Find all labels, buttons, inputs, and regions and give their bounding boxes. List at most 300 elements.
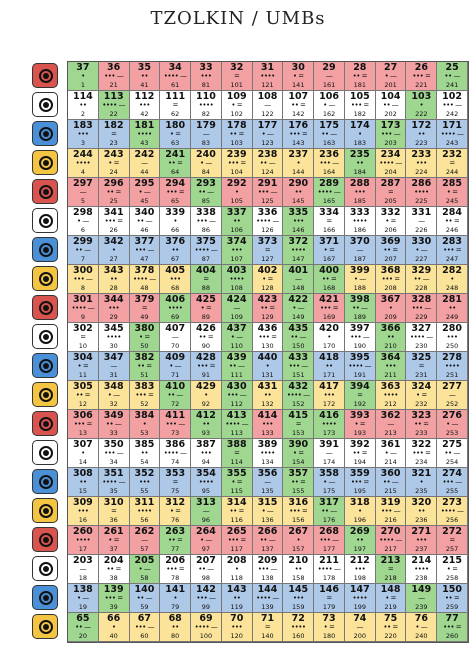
tzolkin-cell xyxy=(160,323,191,352)
oc-glyph-icon xyxy=(32,324,58,349)
umb-number: 302 xyxy=(72,323,93,334)
tone-dots: ••• xyxy=(354,565,366,573)
tone-dots: — xyxy=(325,72,333,80)
kin-number: 15 xyxy=(78,487,88,495)
tone-dots: — xyxy=(202,130,210,138)
tone-dots: • = xyxy=(200,304,212,312)
tzolkin-cell xyxy=(283,381,314,410)
tone-dots: • — xyxy=(261,130,274,138)
chicchan-glyph-icon xyxy=(32,179,58,204)
umb-number: 297 xyxy=(72,178,93,189)
umb-number: 281 xyxy=(442,294,463,305)
kin-number: 101 xyxy=(230,81,243,89)
umb-number: 212 xyxy=(349,555,370,566)
umb-number: 73 xyxy=(322,613,336,624)
tzolkin-cell xyxy=(314,410,345,439)
umb-number: 331 xyxy=(411,207,432,218)
kin-number: 154 xyxy=(292,458,305,466)
kin-number: 91 xyxy=(201,371,211,379)
umb-number: 403 xyxy=(226,265,247,276)
kin-number: 156 xyxy=(292,516,305,524)
tzolkin-cell xyxy=(191,236,222,265)
tzolkin-cell xyxy=(314,323,345,352)
kin-number: 73 xyxy=(171,429,180,437)
tzolkin-cell xyxy=(68,555,99,584)
tzolkin-cell xyxy=(191,613,222,642)
umb-number: 414 xyxy=(257,410,278,421)
tzolkin-cell xyxy=(222,91,253,120)
kin-number: 200 xyxy=(353,632,367,640)
kin-number: 40 xyxy=(109,632,118,640)
tzolkin-cell xyxy=(376,236,407,265)
tone-dots: ••• = xyxy=(443,623,462,631)
tzolkin-cell xyxy=(99,149,130,178)
tone-dots: • xyxy=(357,130,362,138)
tone-dots: •• — xyxy=(382,101,399,109)
tone-dots: •••• xyxy=(414,565,429,573)
kin-number: 202 xyxy=(384,110,397,118)
tzolkin-cell xyxy=(99,91,130,120)
umb-number: 428 xyxy=(196,352,216,363)
umb-number: 147 xyxy=(349,584,370,595)
umb-number: 107 xyxy=(288,91,309,102)
tone-dots: • xyxy=(142,420,147,428)
umb-number: 305 xyxy=(72,381,93,392)
tone-dots: •••• — xyxy=(348,362,372,370)
tone-dots: ••• — xyxy=(196,217,216,225)
kin-number: 221 xyxy=(415,81,428,89)
umb-number: 182 xyxy=(103,120,124,131)
tzolkin-cell xyxy=(314,497,345,526)
kin-number: 8 xyxy=(80,284,85,292)
tone-dots: •• = xyxy=(444,217,460,225)
umb-number: 402 xyxy=(257,265,278,276)
kin-number: 72 xyxy=(171,400,180,408)
umb-number: 282 xyxy=(442,265,463,276)
tone-dots: • — xyxy=(415,246,428,254)
tone-dots: • xyxy=(327,333,331,341)
tzolkin-cell xyxy=(406,265,437,294)
kin-number: 38 xyxy=(109,574,118,582)
kin-number: 122 xyxy=(261,110,274,118)
tzolkin-cell xyxy=(376,62,407,91)
tone-dots: •• — xyxy=(259,536,276,544)
umb-number: 275 xyxy=(442,439,463,450)
umb-number: 306 xyxy=(72,410,93,421)
kin-number: 127 xyxy=(261,255,274,263)
tone-dots: — xyxy=(295,275,302,283)
umb-number: 183 xyxy=(72,120,93,131)
tzolkin-cell xyxy=(68,613,99,642)
umb-number: 415 xyxy=(288,410,309,421)
kin-number: 254 xyxy=(445,458,459,466)
tone-dots: •• — xyxy=(228,362,245,370)
kin-number: 226 xyxy=(415,226,428,234)
umb-number: 260 xyxy=(72,526,93,537)
tzolkin-cell xyxy=(437,62,468,91)
umb-number: 387 xyxy=(196,439,216,450)
tzolkin-cell xyxy=(160,381,191,410)
tone-dots: = xyxy=(295,420,301,428)
kin-number: 257 xyxy=(445,545,459,553)
tzolkin-cell xyxy=(314,613,345,642)
kin-number: 256 xyxy=(445,516,459,524)
umb-number: 314 xyxy=(226,497,247,508)
umb-number: 394 xyxy=(349,381,370,392)
kin-number: 80 xyxy=(171,632,180,640)
kin-number: 42 xyxy=(140,110,149,118)
kin-number: 240 xyxy=(415,632,428,640)
tone-dots: • = xyxy=(139,333,150,341)
tone-dots: • = xyxy=(415,391,427,399)
tzolkin-cell xyxy=(68,91,99,120)
umb-number: 34 xyxy=(168,62,182,73)
tone-dots: — xyxy=(202,507,210,515)
kin-number: 235 xyxy=(415,487,428,495)
umb-number: 337 xyxy=(226,207,247,218)
tone-dots: ••• xyxy=(292,217,304,225)
tone-dots: • — xyxy=(107,391,120,399)
kin-number: 211 xyxy=(384,371,397,379)
tzolkin-cell xyxy=(345,62,376,91)
tone-dots: = xyxy=(387,565,394,573)
tzolkin-cell xyxy=(130,236,161,265)
umb-number: 440 xyxy=(257,352,278,363)
tone-dots: ••• = xyxy=(381,275,400,283)
umb-number: 347 xyxy=(103,352,124,363)
tone-dots: ••• — xyxy=(350,333,370,341)
tone-dots: ••• — xyxy=(257,188,278,196)
tzolkin-cell xyxy=(437,526,468,555)
tone-dots: •••• — xyxy=(194,246,218,254)
tzolkin-cell xyxy=(99,352,130,381)
kin-number: 166 xyxy=(322,226,336,234)
kin-number: 126 xyxy=(261,226,274,234)
tzolkin-cell xyxy=(222,236,253,265)
kin-number: 1 xyxy=(80,81,85,89)
tone-dots: • — xyxy=(292,304,305,312)
tzolkin-cell xyxy=(376,613,407,642)
kin-number: 35 xyxy=(109,487,118,495)
tzolkin-cell xyxy=(99,323,130,352)
umb-number: 149 xyxy=(411,584,432,595)
umb-number: 333 xyxy=(349,207,370,218)
umb-number: 286 xyxy=(411,178,432,189)
tzolkin-cell xyxy=(160,91,191,120)
kin-number: 185 xyxy=(353,197,367,205)
umb-number: 238 xyxy=(257,149,278,160)
umb-number: 371 xyxy=(319,236,339,247)
tzolkin-cell xyxy=(253,62,284,91)
tzolkin-cell xyxy=(314,207,345,236)
umb-number: 70 xyxy=(230,613,244,624)
tone-dots: • = xyxy=(169,130,181,138)
tzolkin-cell xyxy=(406,352,437,381)
umb-number: 355 xyxy=(226,468,247,479)
tzolkin-cell xyxy=(345,352,376,381)
tzolkin-cell xyxy=(283,207,314,236)
kin-number: 197 xyxy=(353,545,367,553)
kin-number: 82 xyxy=(201,110,211,118)
tone-dots: ••• xyxy=(231,623,243,631)
umb-number: 367 xyxy=(380,294,401,305)
kin-number: 216 xyxy=(384,516,397,524)
tzolkin-cell xyxy=(345,613,376,642)
tone-dots: •• — xyxy=(352,304,368,312)
umb-number: 26 xyxy=(414,62,428,73)
umb-number: 295 xyxy=(134,178,155,189)
kin-number: 199 xyxy=(353,603,367,611)
tzolkin-cell xyxy=(314,468,345,497)
kin-number: 90 xyxy=(201,342,211,350)
kin-number: 212 xyxy=(384,400,397,408)
tone-dots: • xyxy=(111,623,116,631)
kin-number: 215 xyxy=(384,487,397,495)
umb-number: 399 xyxy=(349,265,370,276)
tone-dots: •••• — xyxy=(379,159,402,167)
umb-number: 265 xyxy=(226,526,247,537)
tzolkin-cell xyxy=(437,236,468,265)
kin-number: 129 xyxy=(261,313,274,321)
tzolkin-cell xyxy=(376,584,407,613)
kin-number: 230 xyxy=(415,342,428,350)
tone-dots: — xyxy=(264,478,271,486)
umb-number: 420 xyxy=(319,323,339,334)
umb-number: 28 xyxy=(353,62,367,73)
tzolkin-cell xyxy=(437,323,468,352)
tzolkin-cell xyxy=(191,410,222,439)
tzolkin-cell xyxy=(160,613,191,642)
tzolkin-cell xyxy=(406,439,437,468)
tzolkin-cell xyxy=(160,584,191,613)
tzolkin-cell xyxy=(314,352,345,381)
tone-dots: • — xyxy=(384,72,397,80)
umb-number: 140 xyxy=(134,584,155,595)
tone-dots: — xyxy=(448,391,456,399)
tone-dots: ••• — xyxy=(442,478,462,486)
tone-dots: • — xyxy=(76,594,89,602)
tone-dots: — xyxy=(141,159,148,167)
umb-number: 145 xyxy=(288,584,309,595)
umb-number: 268 xyxy=(319,526,339,537)
tzolkin-cell xyxy=(68,178,99,207)
kin-number: 34 xyxy=(109,458,118,466)
tzolkin-cell xyxy=(130,381,161,410)
tzolkin-cell xyxy=(222,613,253,642)
umb-number: 236 xyxy=(319,149,339,160)
tzolkin-cell xyxy=(160,265,191,294)
tzolkin-cell xyxy=(253,439,284,468)
kin-number: 115 xyxy=(230,487,243,495)
tzolkin-cell xyxy=(222,555,253,584)
umb-number: 307 xyxy=(72,439,93,450)
tzolkin-grid xyxy=(67,61,469,643)
tone-dots: •••• xyxy=(260,449,275,457)
umb-number: 204 xyxy=(103,555,124,566)
kin-number: 116 xyxy=(230,516,243,524)
tone-dots: • — xyxy=(261,507,274,515)
tone-dots: •• = xyxy=(444,594,460,602)
kin-number: 237 xyxy=(415,545,428,553)
tone-dots: • — xyxy=(200,159,212,167)
tone-dots: • — xyxy=(230,333,243,341)
tone-dots: • = xyxy=(446,565,458,573)
umb-number: 174 xyxy=(349,120,370,131)
tzolkin-cell xyxy=(99,584,130,613)
tone-dots: • — xyxy=(323,101,335,109)
kin-number: 144 xyxy=(292,168,305,176)
tzolkin-cell xyxy=(191,439,222,468)
tone-dots: •• — xyxy=(167,391,183,399)
tone-dots: • — xyxy=(138,565,151,573)
umb-number: 339 xyxy=(165,207,186,218)
tone-dots: • = xyxy=(231,478,243,486)
kin-number: 196 xyxy=(353,516,367,524)
tone-dots: •••• — xyxy=(133,275,156,283)
tzolkin-cell xyxy=(253,323,284,352)
tzolkin-cell xyxy=(99,236,130,265)
kin-number: 14 xyxy=(78,458,88,466)
kin-number: 238 xyxy=(415,574,428,582)
umb-number: 209 xyxy=(257,555,278,566)
tone-dots: ••• xyxy=(446,333,458,341)
umb-number: 114 xyxy=(72,91,93,102)
kin-number: 180 xyxy=(322,632,336,640)
kin-number: 251 xyxy=(445,371,459,379)
umb-number: 436 xyxy=(257,323,278,334)
umb-number: 210 xyxy=(288,555,309,566)
umb-number: 375 xyxy=(196,236,216,247)
kin-number: 246 xyxy=(445,226,459,234)
tone-dots: •••• xyxy=(444,362,460,370)
tone-dots: • = xyxy=(77,362,89,370)
tone-dots: •••• — xyxy=(256,594,279,602)
umb-number: 138 xyxy=(72,584,93,595)
umb-number: 33 xyxy=(199,62,213,73)
tzolkin-cell xyxy=(222,584,253,613)
kin-number: 46 xyxy=(140,226,149,234)
tzolkin-cell xyxy=(99,468,130,497)
caban-glyph-icon xyxy=(32,527,58,552)
tone-dots: •• xyxy=(171,246,179,254)
umb-number: 395 xyxy=(349,352,370,363)
umb-number: 143 xyxy=(226,584,247,595)
tzolkin-cell xyxy=(99,439,130,468)
kin-number: 103 xyxy=(230,139,243,147)
tone-dots: • xyxy=(388,304,393,312)
tzolkin-cell xyxy=(130,613,161,642)
tzolkin-cell xyxy=(406,323,437,352)
tone-dots: ••• = xyxy=(258,333,277,341)
tone-dots: •••• xyxy=(167,304,183,312)
umb-number: 71 xyxy=(260,613,275,624)
tzolkin-cell xyxy=(160,526,191,555)
tone-dots: •••• xyxy=(75,159,91,167)
tone-dots: ••• — xyxy=(381,130,401,138)
tone-dots: = xyxy=(357,391,363,399)
tzolkin-cell xyxy=(191,294,222,323)
umb-number: 392 xyxy=(349,439,370,450)
tzolkin-cell xyxy=(253,236,284,265)
kin-number: 28 xyxy=(109,284,118,292)
tone-dots: ••• xyxy=(200,72,212,80)
tzolkin-cell xyxy=(283,323,314,352)
etznab-glyph-icon xyxy=(32,556,58,581)
tzolkin-cell xyxy=(191,497,222,526)
tzolkin-cell xyxy=(283,265,314,294)
tzolkin-cell xyxy=(99,555,130,584)
tone-dots: •• = xyxy=(383,623,398,631)
tzolkin-cell xyxy=(437,207,468,236)
kin-number: 128 xyxy=(261,284,274,292)
tzolkin-cell xyxy=(345,294,376,323)
tone-dots: •••• — xyxy=(379,536,402,544)
umb-number: 65 xyxy=(76,613,90,624)
kin-number: 22 xyxy=(109,110,118,118)
tzolkin-cell xyxy=(376,352,407,381)
kin-number: 244 xyxy=(445,168,459,176)
tone-dots: ••• — xyxy=(104,449,124,457)
umb-number: 264 xyxy=(196,526,216,537)
tzolkin-cell xyxy=(130,497,161,526)
chuen-glyph-icon xyxy=(32,353,58,378)
tzolkin-cell xyxy=(160,497,191,526)
umb-number: 271 xyxy=(411,526,432,537)
kin-number: 133 xyxy=(261,429,274,437)
umb-number: 385 xyxy=(134,439,155,450)
kin-number: 157 xyxy=(292,545,305,553)
tzolkin-cell xyxy=(99,178,130,207)
tone-dots: •• — xyxy=(259,159,276,167)
tone-dots: ••• = xyxy=(350,101,369,109)
tzolkin-cell xyxy=(160,555,191,584)
tone-dots: = xyxy=(80,333,86,341)
umb-number: 366 xyxy=(380,323,401,334)
umb-number: 430 xyxy=(226,381,247,392)
kin-number: 145 xyxy=(292,197,305,205)
kin-number: 188 xyxy=(353,284,367,292)
umb-number: 361 xyxy=(380,439,401,450)
tzolkin-cell xyxy=(437,439,468,468)
kin-number: 58 xyxy=(140,574,149,582)
tzolkin-cell xyxy=(130,178,161,207)
umb-number: 400 xyxy=(319,265,339,276)
tone-dots: ••• xyxy=(108,304,120,312)
kin-number: 258 xyxy=(445,574,459,582)
umb-number: 332 xyxy=(380,207,401,218)
kin-number: 63 xyxy=(171,139,180,147)
kin-number: 158 xyxy=(292,574,305,582)
tone-dots: •• xyxy=(386,333,395,341)
tzolkin-cell xyxy=(130,294,161,323)
tone-dots: = xyxy=(418,362,425,370)
kin-number: 12 xyxy=(78,400,88,408)
umb-number: 273 xyxy=(442,497,463,508)
tzolkin-cell xyxy=(345,91,376,120)
tone-dots: •• = xyxy=(291,478,306,486)
tzolkin-cell xyxy=(345,381,376,410)
umb-number: 382 xyxy=(134,352,155,363)
tzolkin-cell xyxy=(314,120,345,149)
kin-number: 52 xyxy=(140,400,149,408)
kin-number: 233 xyxy=(415,429,428,437)
tzolkin-cell xyxy=(99,497,130,526)
tone-dots: •• xyxy=(417,507,425,515)
tzolkin-cell xyxy=(222,62,253,91)
tzolkin-cell xyxy=(130,62,161,91)
tone-dots: • = xyxy=(354,420,366,428)
tone-dots: •••• — xyxy=(440,507,464,515)
